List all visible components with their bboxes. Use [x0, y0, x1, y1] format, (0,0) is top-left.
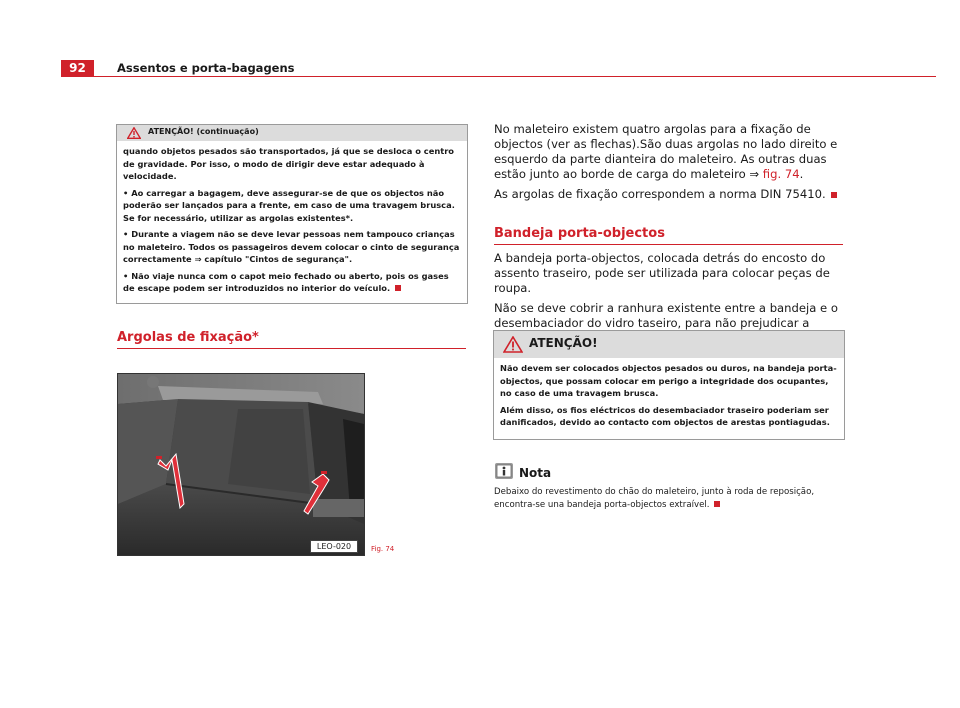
figure-code: LEO-020 — [310, 540, 358, 553]
warning-title: ATENÇÃO! (continuação) — [148, 127, 259, 136]
warning-paragraph-text: • Não viaje nunca com o capot meio fechado ou aberto, pois os gases de escape podem ser introduzidos no interior do veículo. — [123, 270, 449, 293]
page-number: 92 — [61, 60, 94, 77]
info-icon — [495, 463, 513, 479]
warning-paragraph: Não devem ser colocados objectos pesados ou duros, na bandeja porta-objectos, que possam colocar em perigo a integridade dos ocupantes, no caso de uma travagem brusca. — [500, 363, 837, 398]
paragraph — [494, 187, 840, 202]
warning-header — [117, 125, 467, 141]
warning-paragraph — [123, 270, 461, 295]
warning-triangle-icon — [503, 336, 523, 353]
nota-title: Nota — [519, 466, 552, 480]
warning-paragraph: Além disso, os fios eléctricos do desembaciador traseiro poderiam ser danificados, devido ao contacto com objectos de arestas pontiagudas. — [500, 404, 830, 427]
warning-title: ATENÇÃO! — [529, 336, 598, 350]
section-rule — [117, 348, 466, 349]
paragraph — [494, 122, 840, 182]
warning-box-bandeja — [493, 330, 845, 440]
warning-triangle-icon — [127, 127, 141, 139]
figure-reference-link[interactable]: fig. 74 — [762, 167, 800, 181]
paragraph: Não se deve cobrir a ranhura existente entre a bandeja e o desembaciador do vidro taseiro, para não prejudicar a — [494, 301, 838, 330]
trunk-illustration — [118, 374, 364, 555]
trunk-figure — [117, 373, 365, 556]
paragraph-text: No maleteiro existem quatro argolas para a fixação de objectos (ver as flechas).São duas argolas no lado direito e esquerdo da parte dianteira do maleteiro. As outras duas estão junto ao borde de carga do maleteiro ⇒ — [494, 122, 838, 181]
warning-body — [117, 141, 467, 295]
figure-label: Fig. 74 — [371, 545, 395, 553]
paragraph: A bandeja porta-objectos, colocada detrás do encosto do assento traseiro, pode ser utilizada para colocar peças de roupa. — [494, 251, 830, 295]
nota-body — [494, 486, 844, 512]
end-marker-icon — [395, 285, 401, 291]
warning-paragraph: • Durante a viagem não se deve levar pessoas nem tampouco crianças no maleteiro. Todos os passageiros devem colocar o cinto de segurança correctamente ⇒ capítulo "Cintos de segurança". — [123, 229, 460, 264]
paragraph-text: As argolas de fixação correspondem a norma DIN 75410. — [494, 187, 826, 201]
warning-body — [494, 358, 844, 429]
paragraph-end: . — [799, 167, 804, 181]
argolas-text — [494, 122, 840, 207]
section-heading-bandeja: Bandeja porta-objectos — [494, 226, 665, 241]
warning-box-continued — [116, 124, 468, 304]
page-title: Assentos e porta-bagagens — [117, 61, 295, 75]
nota-text: Debaixo do revestimento do chão do maleteiro, junto à roda de reposição, encontra-se una bandeja porta-objectos extraível. — [494, 487, 815, 510]
section-rule — [494, 244, 843, 245]
header-rule — [94, 76, 936, 77]
info-glyph-icon — [495, 463, 513, 479]
end-marker-icon — [831, 192, 837, 198]
warning-paragraph: quando objetos pesados são transportados, já que se desloca o centro de gravidade. Por isso, o modo de dirigir deve estar adequado à velocidade. — [123, 146, 454, 181]
warning-header — [494, 331, 844, 358]
warning-paragraph: • Ao carregar a bagagem, deve assegurar-se de que os objectos não poderão ser lançados para a frente, em caso de uma travagem brusca. Se for necessário, utilizar as argolas existentes*. — [123, 187, 455, 223]
end-marker-icon — [714, 501, 720, 507]
section-heading-argolas: Argolas de fixação* — [117, 330, 259, 345]
